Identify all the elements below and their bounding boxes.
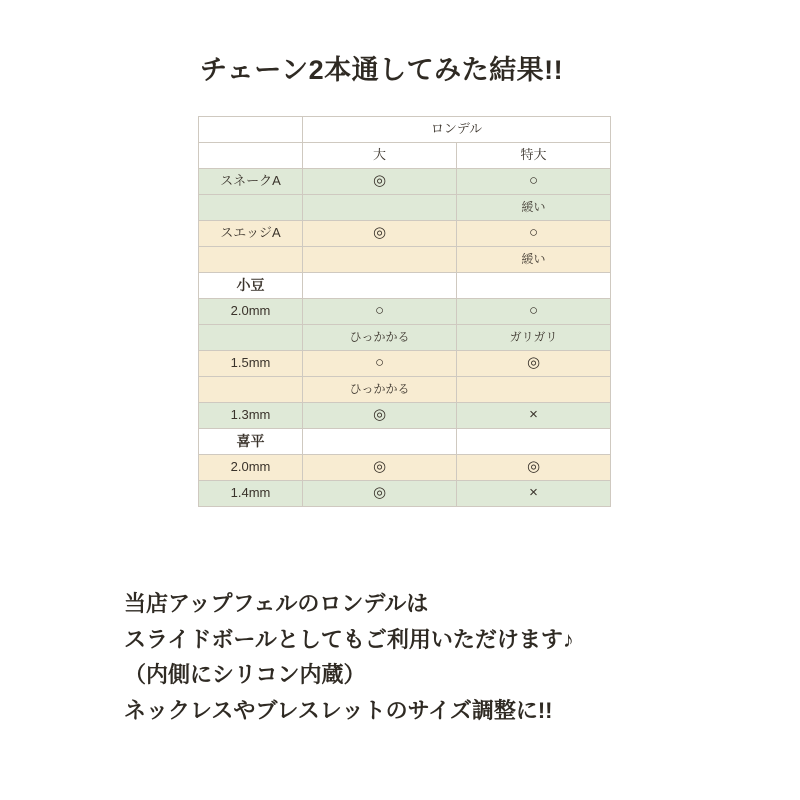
- row-label: [199, 377, 303, 403]
- cell-dai: ○: [303, 351, 457, 377]
- cell-dai: ひっかかる: [303, 377, 457, 403]
- cell-tokudai: ガリガリ: [457, 325, 611, 351]
- cell-dai: ◎: [303, 169, 457, 195]
- cell-dai: ○: [303, 299, 457, 325]
- cell-tokudai: [457, 429, 611, 455]
- cell-tokudai: ◎: [457, 455, 611, 481]
- footer-line-2: スライドボールとしてもご利用いただけます♪: [124, 626, 574, 652]
- row-label: 2.0mm: [199, 299, 303, 325]
- table-row: [199, 351, 611, 377]
- cell-tokudai: ×: [457, 403, 611, 429]
- cell-tokudai: ×: [457, 481, 611, 507]
- table-group-row: [199, 273, 611, 299]
- cell-dai: [303, 247, 457, 273]
- footer-line-3: （内側にシリコン内蔵）: [124, 662, 366, 688]
- column-header-tokudai: 特大: [457, 143, 611, 169]
- table-row: [199, 325, 611, 351]
- cell-dai: [303, 195, 457, 221]
- table-row: [199, 377, 611, 403]
- group-label-azuki: 小豆: [199, 273, 303, 299]
- table-header-row-group: [199, 117, 611, 143]
- cell-tokudai: 緩い: [457, 195, 611, 221]
- row-label: [199, 195, 303, 221]
- cell-tokudai: ◎: [457, 351, 611, 377]
- table-row: [199, 169, 611, 195]
- cell-tokudai: 緩い: [457, 247, 611, 273]
- table-row: [199, 247, 611, 273]
- compatibility-table: [198, 116, 611, 507]
- cell-dai: ◎: [303, 403, 457, 429]
- cell-dai: [303, 429, 457, 455]
- footer-line-1: 当店アップフェルのロンデルは: [124, 591, 429, 616]
- row-label: 1.4mm: [199, 481, 303, 507]
- table-row: [199, 195, 611, 221]
- row-label: 2.0mm: [199, 455, 303, 481]
- table-group-header: ロンデル: [303, 117, 611, 143]
- row-label: [199, 325, 303, 351]
- row-label: 1.5mm: [199, 351, 303, 377]
- row-label: [199, 247, 303, 273]
- cell-dai: ◎: [303, 481, 457, 507]
- group-label-kihei: 喜平: [199, 429, 303, 455]
- compatibility-table-wrapper: [198, 116, 610, 507]
- table-row: [199, 299, 611, 325]
- cell-dai: ひっかかる: [303, 325, 457, 351]
- table-corner-cell: [199, 117, 303, 143]
- cell-tokudai: ○: [457, 299, 611, 325]
- cell-tokudai: [457, 273, 611, 299]
- footer-text-block: [124, 586, 574, 729]
- cell-dai: ◎: [303, 221, 457, 247]
- table-body: [199, 117, 611, 507]
- table-row: [199, 221, 611, 247]
- page-title: チェーン2本通してみた結果!!: [200, 55, 564, 85]
- footer-line-4: ネックレスやブレスレットのサイズ調整に!!: [124, 697, 553, 723]
- cell-dai: ◎: [303, 455, 457, 481]
- row-label: 1.3mm: [199, 403, 303, 429]
- cell-dai: [303, 273, 457, 299]
- table-header-row-sizes: [199, 143, 611, 169]
- column-header-dai: 大: [303, 143, 457, 169]
- row-label: スネークA: [199, 169, 303, 195]
- cell-tokudai: [457, 377, 611, 403]
- table-group-row: [199, 429, 611, 455]
- row-label: スエッジA: [199, 221, 303, 247]
- table-row: [199, 455, 611, 481]
- table-corner-cell-2: [199, 143, 303, 169]
- table-row: [199, 481, 611, 507]
- table-row: [199, 403, 611, 429]
- cell-tokudai: ○: [457, 221, 611, 247]
- cell-tokudai: ○: [457, 169, 611, 195]
